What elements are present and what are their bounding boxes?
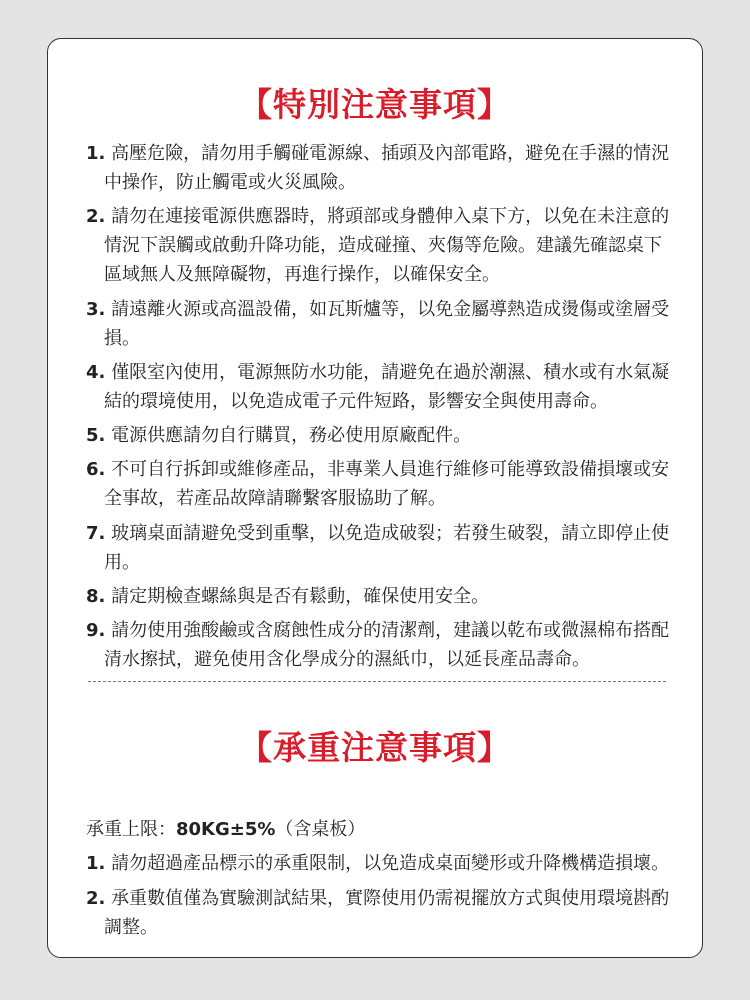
- load-limit-note: （含桌板）: [275, 819, 366, 840]
- load-notice-title: 【承重注意事項】: [239, 728, 511, 767]
- notice-card: [47, 38, 703, 958]
- item-number: 8.: [86, 586, 106, 608]
- item-text: 電源供應請勿自行購買，務必使用原廠配件。: [111, 425, 472, 447]
- list-item: [86, 295, 678, 353]
- load-notice-section: [86, 815, 678, 948]
- item-number: 4.: [86, 361, 106, 383]
- item-text: 請定期檢查螺絲與是否有鬆動，確保使用安全。: [111, 586, 490, 608]
- list-item: [86, 358, 678, 416]
- list-item: [86, 202, 678, 289]
- load-limit-value: 80KG±5%: [176, 819, 276, 840]
- load-limit-label: 承重上限：: [86, 819, 176, 840]
- list-item: [86, 421, 678, 450]
- list-item: [86, 139, 678, 197]
- item-text: 不可自行拆卸或維修產品，非專業人員進行維修可能導致設備損壞或安全事故，若產品故障請聯繫客服協助了解。: [104, 459, 670, 510]
- list-item: [86, 582, 678, 611]
- list-item: [86, 849, 678, 878]
- item-number: 5.: [86, 425, 106, 447]
- list-item: [86, 519, 678, 577]
- item-number: 7.: [86, 522, 106, 544]
- item-text: 請勿超過產品標示的承重限制，以免造成桌面變形或升降機構造損壞。: [111, 853, 670, 874]
- item-number: 3.: [86, 298, 106, 320]
- list-item: [86, 455, 678, 513]
- special-notice-title: 【特別注意事項】: [239, 85, 511, 124]
- section-divider: [88, 681, 666, 682]
- item-text: 請勿在連接電源供應器時，將頭部或身體伸入桌下方，以免在未注意的情況下誤觸或啟動升降功能，造成碰撞、夾傷等危險。建議先確認桌下區域無人及無障礙物，再進行操作，以確保安全。: [104, 206, 670, 286]
- item-text: 高壓危險，請勿用手觸碰電源線、插頭及內部電路，避免在手濕的情況中操作，防止觸電或火災風險。: [104, 143, 670, 193]
- item-number: 1.: [86, 143, 106, 164]
- load-limit: [86, 815, 678, 844]
- item-text: 玻璃桌面請避免受到重擊，以免造成破裂；若發生破裂，請立即停止使用。: [104, 522, 670, 573]
- item-text: 請遠離火源或高溫設備，如瓦斯爐等，以免金屬導熱造成燙傷或塗層受損。: [104, 298, 670, 349]
- item-text: 僅限室內使用，電源無防水功能，請避免在過於潮濕、積水或有水氣凝結的環境使用，以免造成電子元件短路，影響安全與使用壽命。: [104, 361, 670, 412]
- list-item: [86, 616, 678, 674]
- item-number: 1.: [86, 853, 106, 874]
- item-number: 2.: [86, 888, 106, 909]
- item-number: 2.: [86, 206, 106, 228]
- special-notice-list: [86, 139, 678, 680]
- list-item: [86, 884, 678, 942]
- item-number: 6.: [86, 459, 106, 481]
- item-text: 承重數值僅為實驗測試結果，實際使用仍需視擺放方式與使用環境斟酌調整。: [104, 888, 670, 938]
- item-text: 請勿使用強酸鹼或含腐蝕性成分的清潔劑，建議以乾布或微濕棉布搭配清水擦拭，避免使用含化學成分的濕紙巾，以延長產品壽命。: [104, 620, 670, 671]
- item-number: 9.: [86, 620, 106, 642]
